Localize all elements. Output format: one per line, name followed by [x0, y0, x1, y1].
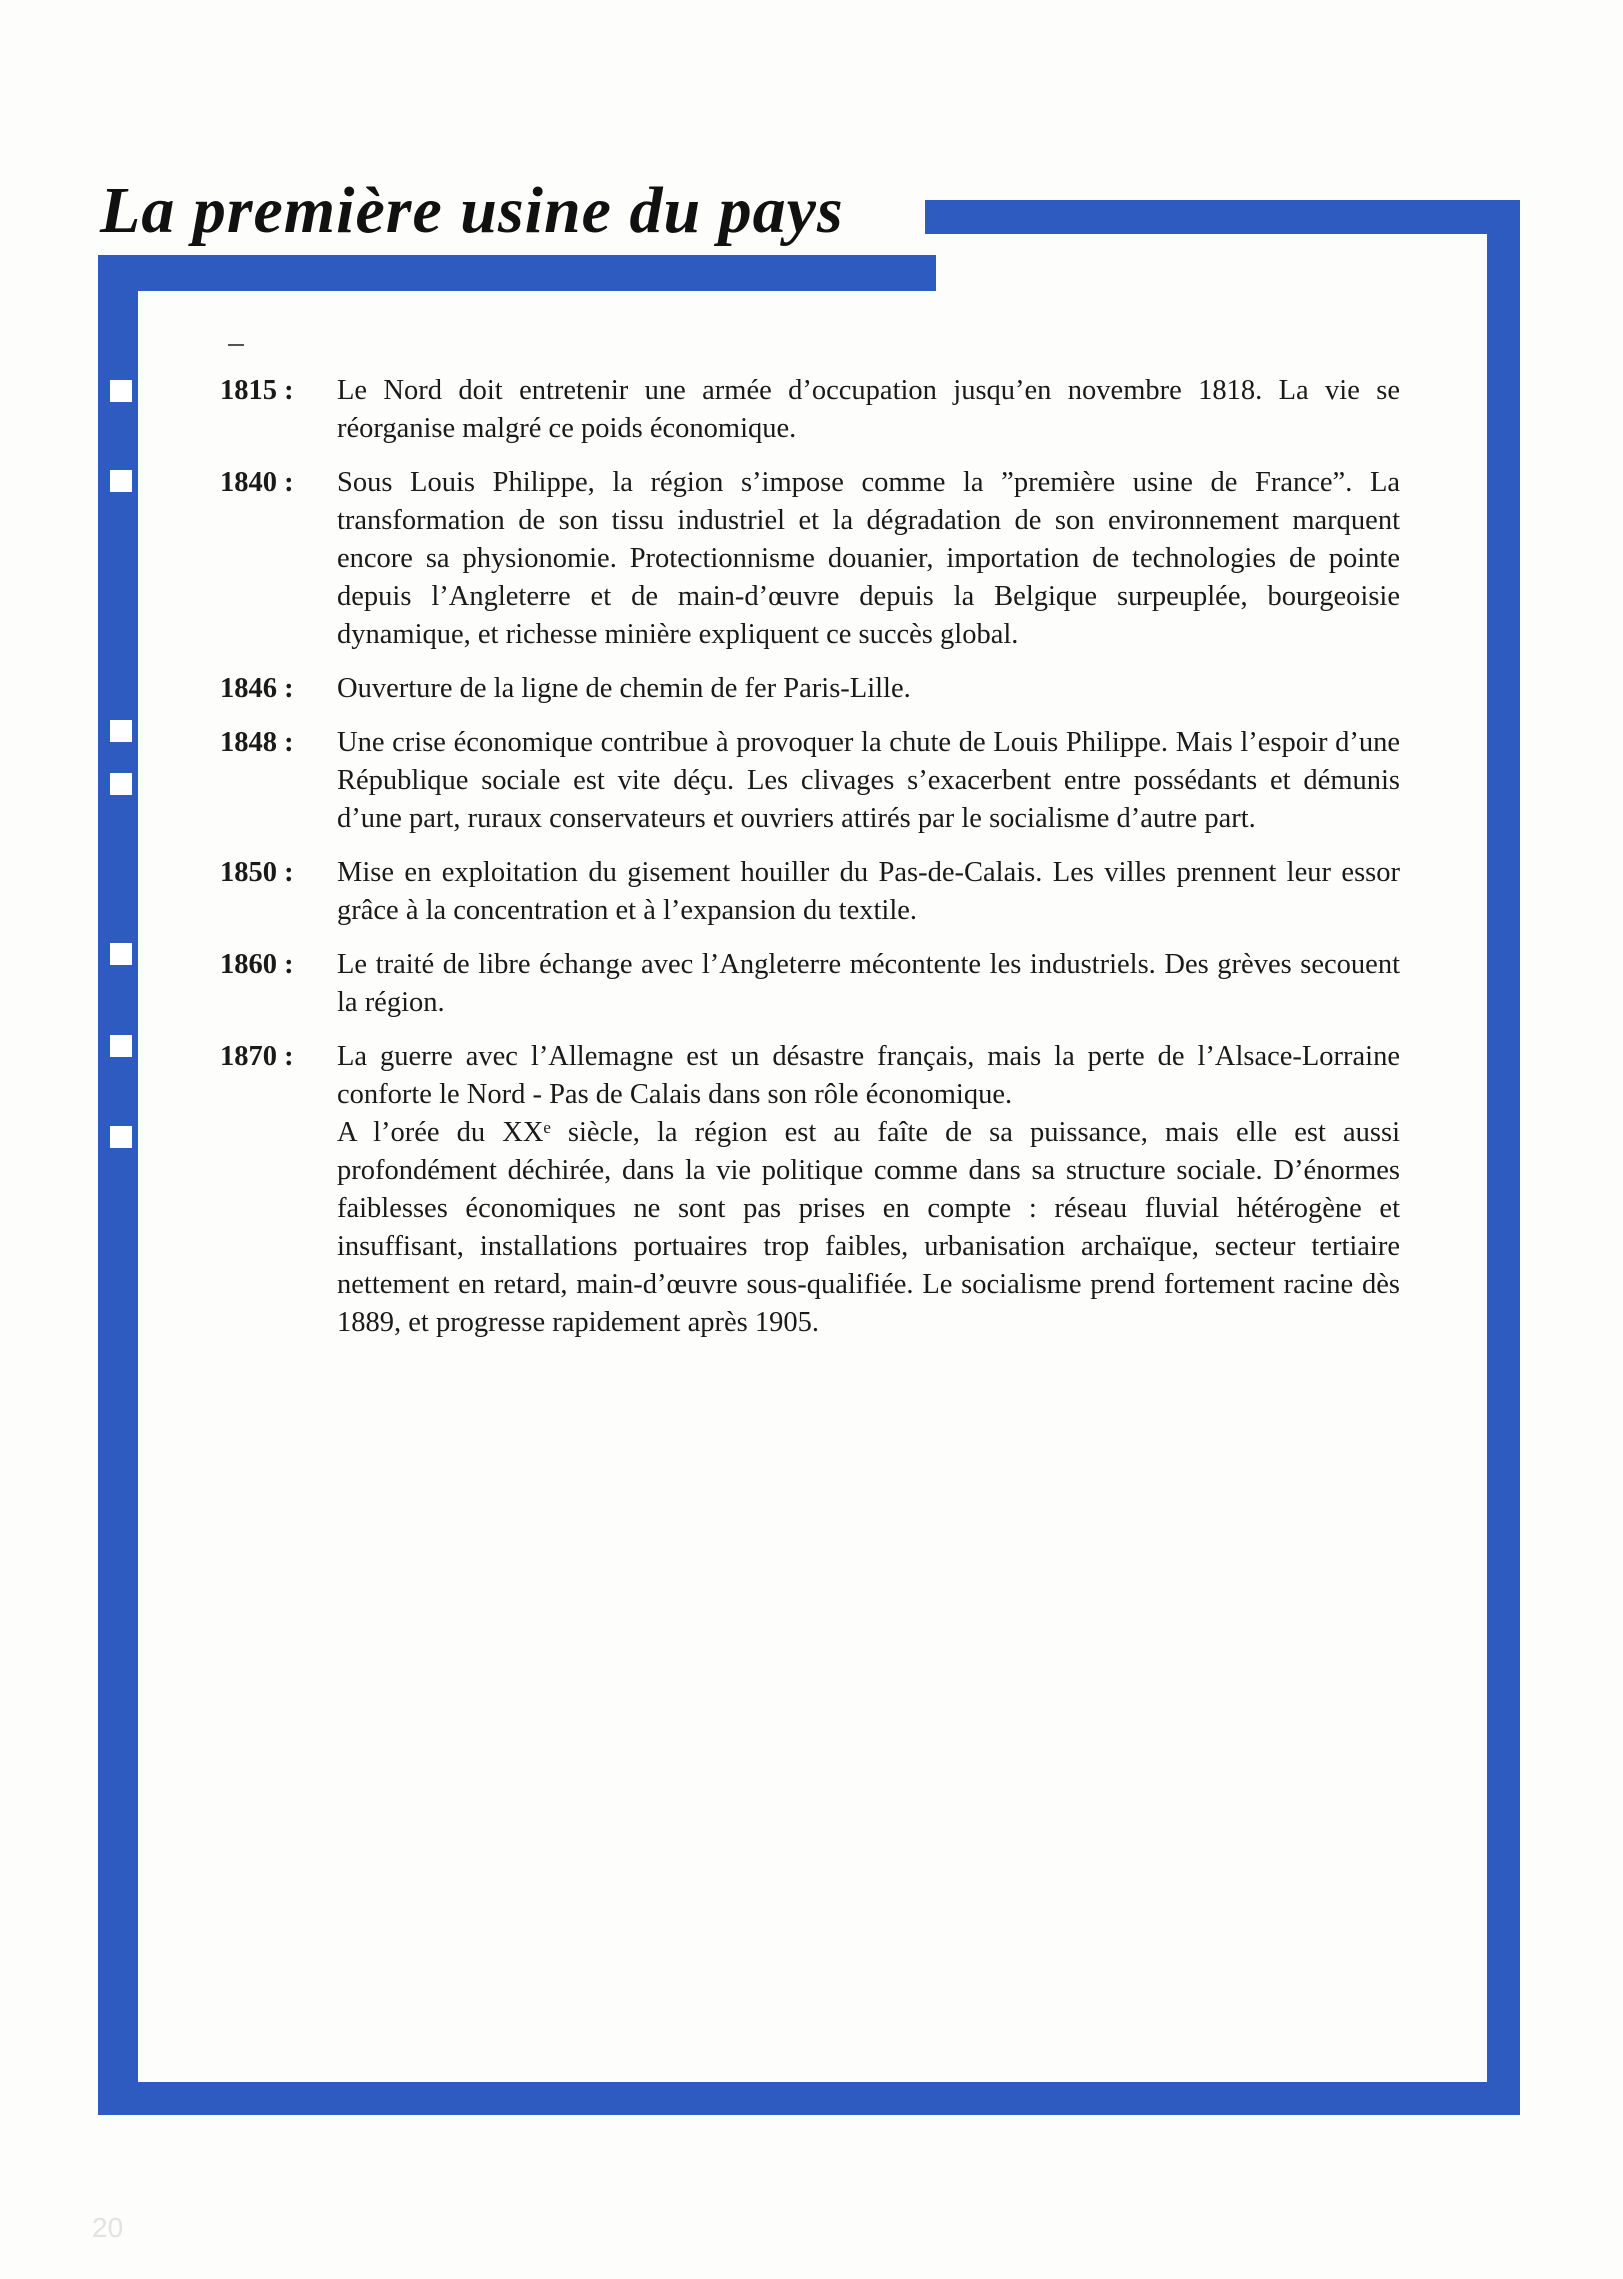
timeline-entry: [220, 946, 1400, 1022]
frame-title-underline: [98, 255, 936, 291]
frame-left-bar: [98, 255, 138, 2115]
entry-paragraph: Mise en exploitation du gisement houiller du Pas-de-Calais. Les villes prennent leur essor grâce à la concentration et à l’expansion du textile.: [337, 857, 1400, 926]
entry-paragraph: Sous Louis Philippe, la région s’impose comme la ”première usine de France”. La transformation de son tissu industriel et la dégradation de son environnement marquent encore sa physionomie. Protectionnisme douanier, importation de technologies de pointe depuis l’Angleterre et de main-d’œuvre depuis la Belgique surpeuplée, bourgeoisie dynamique, et richesse minière expliquent ce succès global.: [337, 467, 1400, 650]
page-title: La première usine du pays: [100, 174, 844, 247]
timeline-entry: [220, 724, 1400, 838]
entry-paragraph: Ouverture de la ligne de chemin de fer Paris-Lille.: [337, 673, 911, 704]
timeline-marker: [110, 380, 132, 402]
entry-text: [337, 464, 1400, 654]
page-number: 20: [92, 2212, 124, 2243]
entry-paragraph: La guerre avec l’Allemagne est un désastre français, mais la perte de l’Alsace-Lorraine conforte le Nord - Pas de Calais dans son rôle économique.: [337, 1041, 1400, 1110]
stray-dash-mark: [228, 344, 244, 346]
timeline: [220, 372, 1400, 1342]
timeline-marker: [110, 1126, 132, 1148]
timeline-marker: [110, 470, 132, 492]
entry-year: 1846 :: [220, 673, 294, 704]
entry-paragraph: Le Nord doit entretenir une armée d’occupation jusqu’en novembre 1818. La vie se réorganise malgré ce poids économique.: [337, 375, 1400, 444]
entry-text: [337, 946, 1400, 1022]
entry-year: 1860 :: [220, 949, 294, 980]
entry-year: 1815 :: [220, 375, 294, 406]
entry-paragraph: Le traité de libre échange avec l’Angleterre mécontente les industriels. Des grèves secouent la région.: [337, 949, 1400, 1018]
entry-text: [337, 670, 1400, 708]
entry-text: [337, 724, 1400, 838]
timeline-marker: [110, 1035, 132, 1057]
timeline-marker: [110, 720, 132, 742]
entry-text: [337, 1038, 1400, 1342]
timeline-entry: [220, 670, 1400, 708]
timeline-entry: [220, 854, 1400, 930]
entry-year: 1870 :: [220, 1041, 294, 1072]
entry-text: [337, 854, 1400, 930]
entry-year: 1850 :: [220, 857, 294, 888]
entry-paragraph: Une crise économique contribue à provoquer la chute de Louis Philippe. Mais l’espoir d’une République sociale est vite déçu. Les clivages s’exacerbent entre possédants et démunis d’une part, ruraux conservateurs et ouvriers attirés par le socialisme d’autre part.: [337, 727, 1400, 834]
entry-text: [337, 372, 1400, 448]
frame-bottom-bar: [98, 2082, 1520, 2115]
frame-right-bar: [1487, 200, 1520, 2115]
entry-paragraph: A l’orée du XXᵉ siècle, la région est au faîte de sa puissance, mais elle est aussi profondément déchirée, dans la vie politique comme dans sa structure sociale. D’énormes faiblesses économiques ne sont pas prises en compte : réseau fluvial hétérogène et insuffisant, installations portuaires trop faibles, urbanisation archaïque, secteur tertiaire nettement en retard, main-d’œuvre sous-qualifiée. Le socialisme prend fortement racine dès 1889, et progresse rapidement après 1905.: [337, 1117, 1400, 1338]
timeline-entry: [220, 372, 1400, 448]
entry-year: 1848 :: [220, 727, 294, 758]
timeline-marker: [110, 943, 132, 965]
timeline-marker: [110, 773, 132, 795]
frame-top-bar: [925, 200, 1520, 234]
entry-year: 1840 :: [220, 467, 294, 498]
timeline-entry: [220, 1038, 1400, 1342]
timeline-entry: [220, 464, 1400, 654]
